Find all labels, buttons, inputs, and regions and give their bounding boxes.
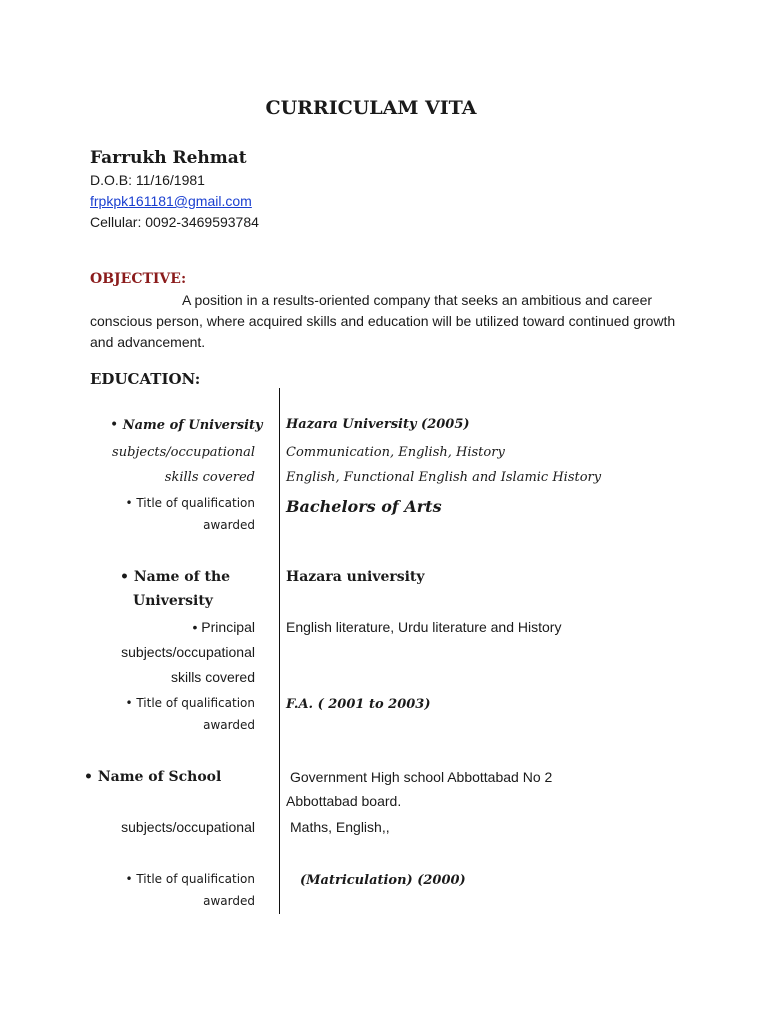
objective-heading: OBJECTIVE:	[90, 271, 187, 287]
entry-qualification-label: • Title of qualification	[125, 696, 255, 710]
entry-subjects-value: Communication, English, History	[286, 445, 505, 460]
bullet-icon: •	[120, 569, 129, 585]
column-divider	[279, 388, 280, 914]
education-heading: EDUCATION:	[90, 370, 201, 388]
entry-subjects-value-2: English, Functional English and Islamic History	[286, 470, 602, 485]
entry-subjects-label-2: subjects/occupational	[121, 644, 255, 660]
candidate-name: Farrukh Rehmat	[90, 148, 247, 168]
date-of-birth: D.O.B: 11/16/1981	[90, 172, 205, 188]
entry-qualification-value: Bachelors of Arts	[286, 497, 442, 516]
entry-qualification-label: • Title of qualification	[125, 496, 255, 510]
bullet-icon: •	[125, 872, 133, 886]
bullet-icon: •	[192, 619, 198, 635]
entry-qualification-label-2: awarded	[203, 894, 255, 908]
entry-subjects-value: Maths, English,,	[290, 819, 390, 835]
entry-school-label: • Name of School	[84, 769, 222, 785]
cellular-number: Cellular: 0092-3469593784	[90, 214, 259, 230]
bullet-icon: •	[84, 769, 93, 785]
entry-university-label: • Name of the	[120, 569, 231, 585]
entry-university-label-2: University	[133, 593, 213, 609]
entry-qualification-label-2: awarded	[203, 718, 255, 732]
bullet-icon: •	[125, 696, 133, 710]
entry-qualification-label-2: awarded	[203, 518, 255, 532]
entry-qualification-label: • Title of qualification	[125, 872, 255, 886]
entry-subjects-label: subjects/occupational	[112, 445, 255, 460]
entry-school-value: Government High school Abbottabad No 2	[290, 769, 553, 785]
entry-university-value: Hazara university	[286, 569, 425, 585]
entry-subjects-label-3: skills covered	[170, 669, 255, 685]
bullet-icon: •	[110, 417, 119, 433]
objective-text: A position in a results-oriented company that seeks an ambitious and career conscious person, where acquired skills and education will be utilized toward continued growth and advancement.	[90, 292, 676, 350]
document-title: CURRICULAM VITA	[265, 97, 477, 119]
entry-university-label: • Name of University	[110, 417, 263, 433]
entry-subjects-label: subjects/occupational	[121, 819, 255, 835]
entry-university-value: Hazara University (2005)	[286, 417, 470, 432]
entry-qualification-value: (Matriculation) (2000)	[300, 873, 466, 888]
entry-subjects-label: • Principal	[192, 619, 255, 635]
email-link[interactable]: frpkpk161181@gmail.com	[90, 193, 252, 209]
bullet-icon: •	[125, 496, 133, 510]
entry-qualification-value: F.A. ( 2001 to 2003)	[286, 697, 431, 712]
entry-subjects-value: English literature, Urdu literature and History	[286, 619, 562, 635]
entry-school-value-2: Abbottabad board.	[286, 793, 402, 809]
entry-subjects-label-2: skills covered	[164, 470, 255, 485]
